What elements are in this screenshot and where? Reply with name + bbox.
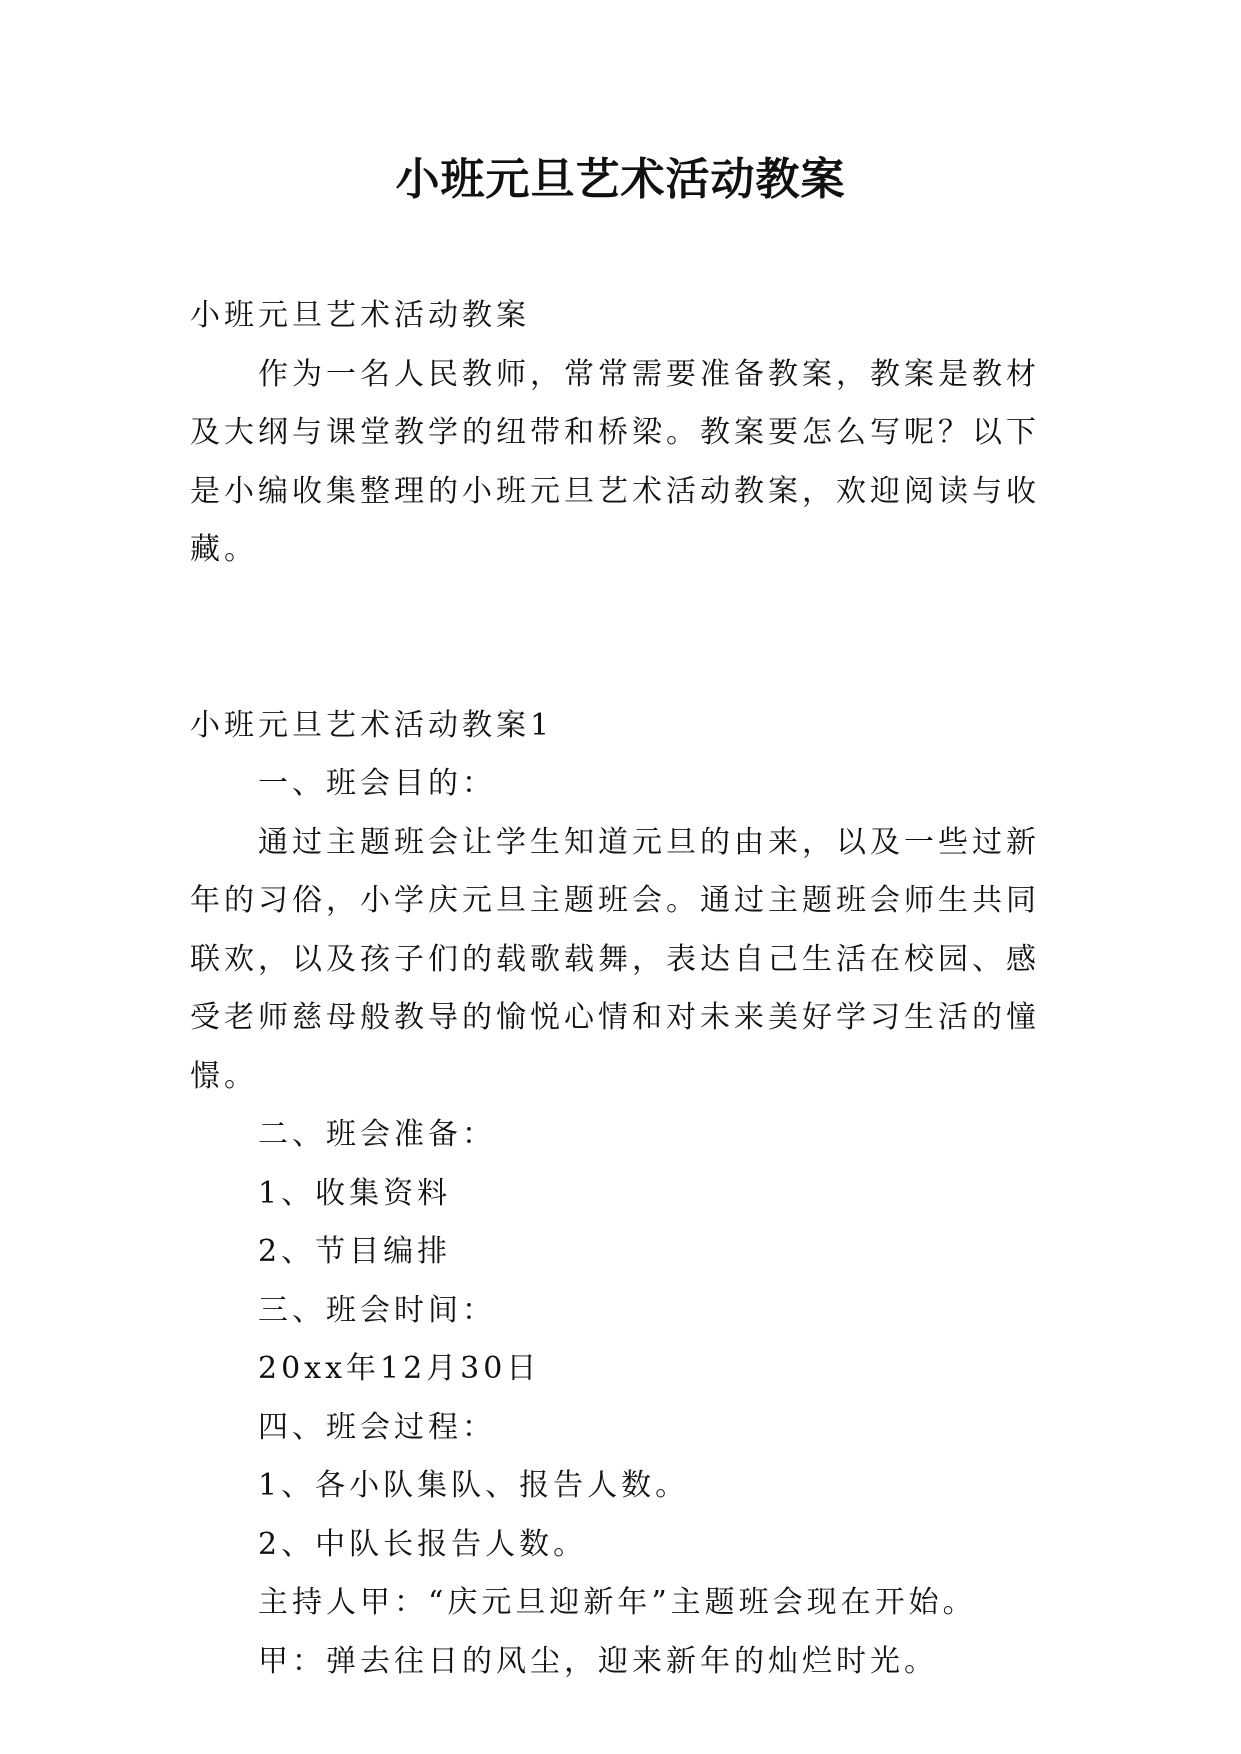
dialogue-line: 甲：弹去往日的风尘，迎来新年的灿烂时光。 bbox=[258, 1643, 938, 1679]
heading-process: 四、班会过程： bbox=[258, 1409, 496, 1445]
heading-purpose: 一、班会目的： bbox=[258, 766, 496, 801]
paragraph-gap bbox=[190, 580, 1060, 697]
document-title: 小班元旦艺术活动教案 bbox=[395, 154, 846, 205]
document-body bbox=[190, 287, 1060, 1691]
purpose-paragraph: 通过主题班会让学生知道元旦的由来，以及一些过新年的习俗，小学庆元旦主题班会。通过主题班会师生共同联欢，以及孩子们的载歌载舞，表达自己生活在校园、感受老师慈母般教导的愉悦心情和对未来美好学习生活的憧憬。 bbox=[190, 824, 1040, 1094]
process-item-2: 2、中队长报告人数。 bbox=[258, 1526, 588, 1562]
section-heading: 小班元旦艺术活动教案1 bbox=[190, 707, 554, 743]
process-item-1: 1、各小队集队、报告人数。 bbox=[258, 1468, 690, 1503]
preparation-item-2: 2、节目编排 bbox=[258, 1234, 452, 1269]
preparation-item-1: 1、收集资料 bbox=[258, 1175, 452, 1211]
heading-preparation: 二、班会准备： bbox=[258, 1117, 496, 1152]
heading-time: 三、班会时间： bbox=[258, 1292, 496, 1328]
time-value: 20xx年12月30日 bbox=[258, 1351, 541, 1386]
intro-paragraph: 作为一名人民教师，常常需要准备教案，教案是教材及大纲与课堂教学的纽带和桥梁。教案要怎么写呢？以下是小编收集整理的小班元旦艺术活动教案，欢迎阅读与收藏。 bbox=[190, 356, 1040, 567]
subtitle-paragraph: 小班元旦艺术活动教案 bbox=[190, 298, 530, 333]
host-line: 主持人甲：“庆元旦迎新年”主题班会现在开始。 bbox=[258, 1585, 977, 1620]
